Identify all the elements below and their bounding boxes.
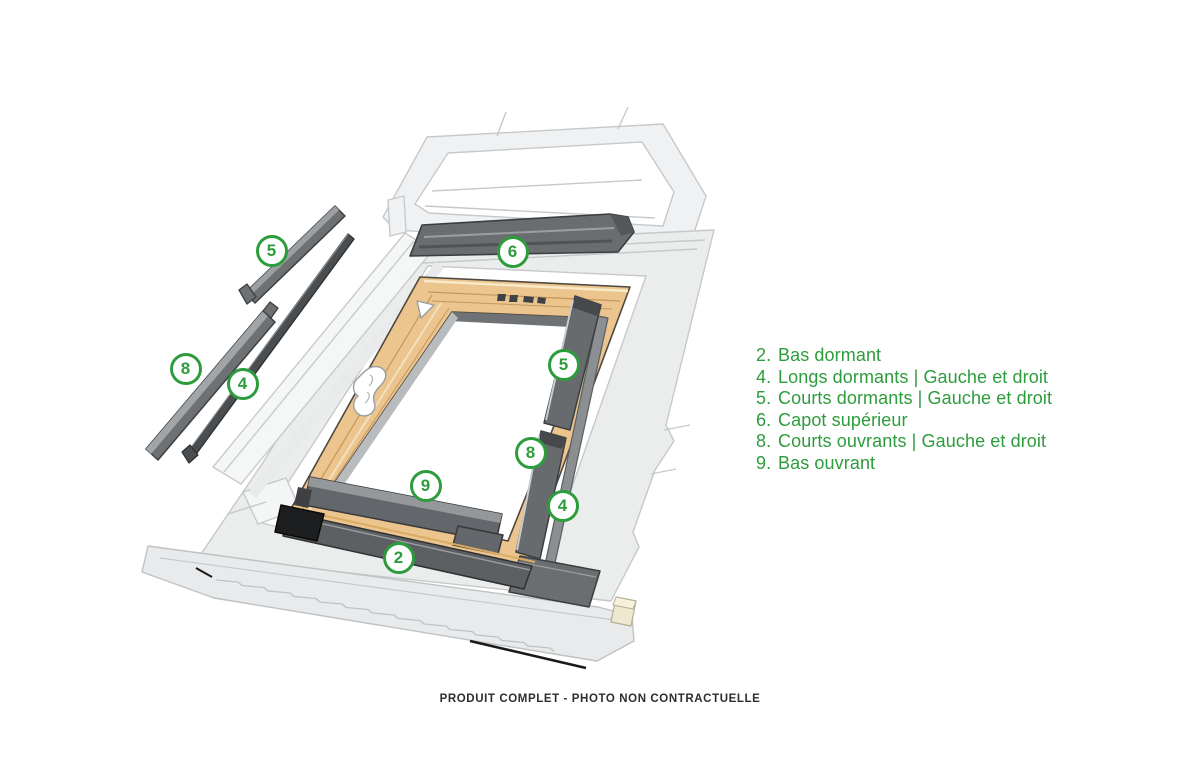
end-cap-block — [611, 597, 636, 626]
legend-item — [756, 431, 1052, 453]
legend-item-label: Courts dormants | Gauche et droit — [778, 388, 1053, 409]
callout-badge: 8 — [515, 437, 547, 469]
callout-badge: 4 — [547, 490, 579, 522]
callout-badge: 4 — [227, 368, 259, 400]
legend-item-label: Capot supérieur — [778, 409, 908, 430]
callout-badge: 9 — [410, 470, 442, 502]
left-short-piece-5 — [239, 206, 345, 304]
legend-item — [756, 410, 1052, 432]
legend-item — [756, 388, 1052, 410]
legend-item-number: 8. — [756, 431, 772, 452]
legend-item — [756, 453, 1052, 475]
callout-badge: 6 — [497, 236, 529, 268]
legend-item-label: Bas dormant — [778, 345, 882, 365]
legend-item-label: Bas ouvrant — [778, 452, 876, 473]
legend-item — [756, 345, 1052, 367]
legend-item-number: 2. — [756, 345, 772, 365]
legend-item-number: 9. — [756, 452, 772, 473]
legend-item-label: Courts ouvrants | Gauche et droit — [778, 431, 1047, 452]
legend-item-number: 5. — [756, 388, 772, 409]
callout-badge: 5 — [256, 235, 288, 267]
callout-badge: 8 — [170, 353, 202, 385]
legend-item-label: Longs dormants | Gauche et droit — [778, 366, 1049, 387]
callout-badge: 5 — [548, 349, 580, 381]
parts-legend — [756, 345, 1052, 475]
callout-badge: 2 — [383, 542, 415, 574]
caption: PRODUIT COMPLET - PHOTO NON CONTRACTUELLE — [439, 693, 761, 705]
legend-item — [756, 367, 1052, 389]
legend-item-number: 4. — [756, 366, 772, 387]
legend-item-number: 6. — [756, 409, 772, 430]
